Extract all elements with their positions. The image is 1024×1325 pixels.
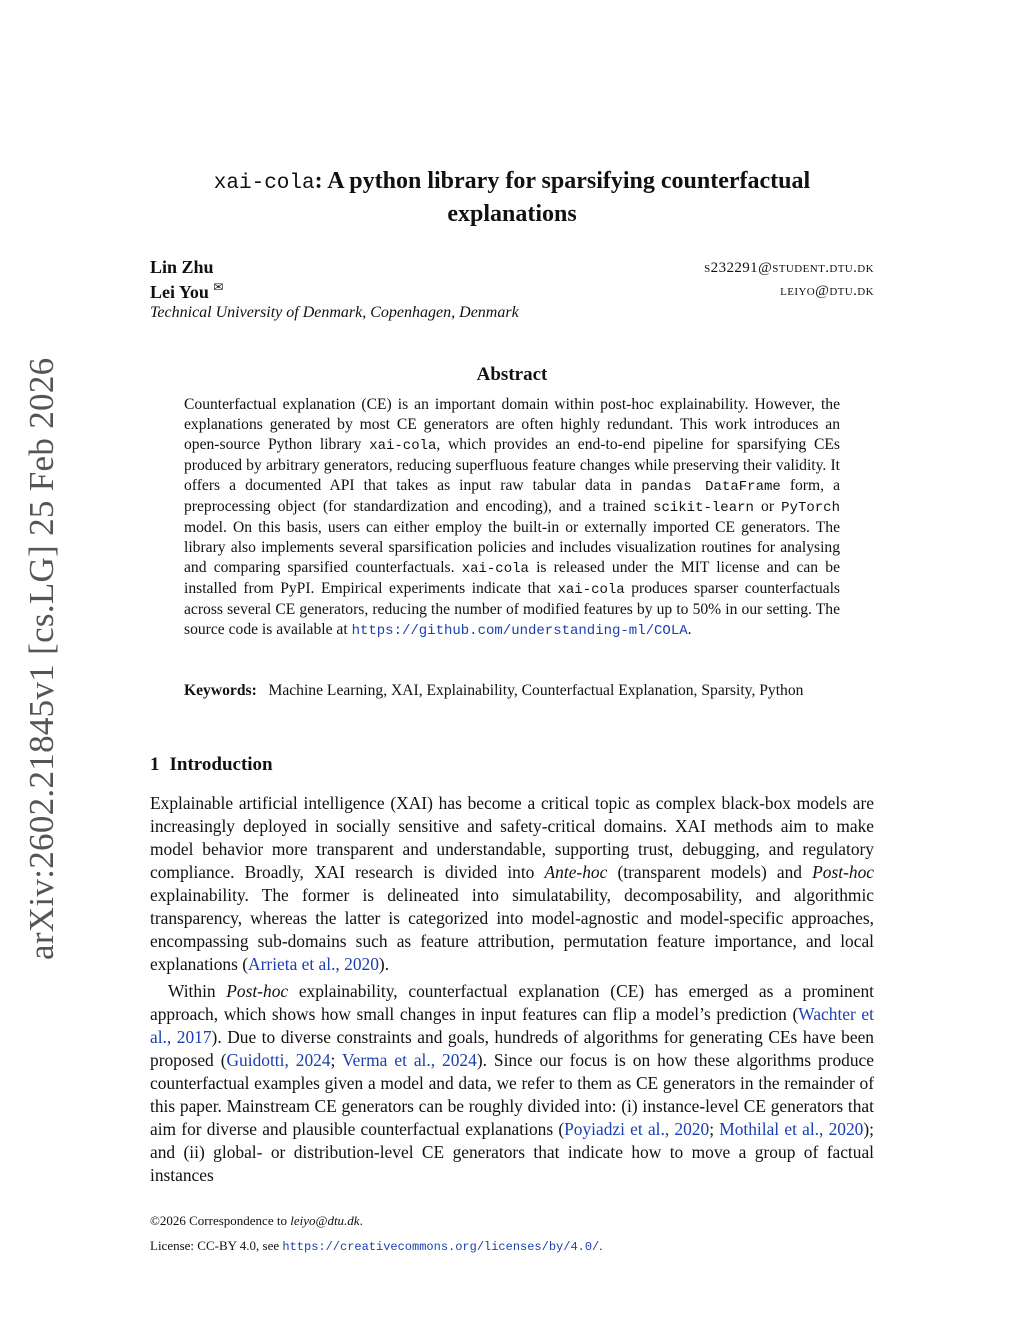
section-number: 1 xyxy=(150,754,160,775)
code-text: PyTorch xyxy=(781,500,840,516)
code-text: xai-cola xyxy=(461,561,529,577)
code-text: xai-cola xyxy=(557,582,625,598)
keywords xyxy=(184,681,840,701)
intro-paragraph-2: Within Post-hoc explainability, counterfactual explanation (CE) has emerged as a prominent approach, which shows how small changes in input features can flip a model’s prediction (Wachter et al., 2017). Due to diverse constraints and goals, hundreds of algorithms for generating CEs have been proposed (Guidotti, 2024; Verma et al., 2024). Since our focus is on how these algorithms produce counterfactual examples given a model and data, we refer to them as CE generators in the remainder of this paper. Mainstream CE generators can be roughly divided into: (i) instance-level CE generators that aim for diverse and plausible counterfactual explanations (Poyiadzi et al., 2020; Mothilal et al., 2020); and (ii) global- or distribution-level CE generators that indicate how to move a group of factual instances xyxy=(150,981,875,1185)
title-text: : A python library for sparsifying counterfactual xyxy=(314,168,811,194)
author-name: Lin Zhu xyxy=(150,257,214,277)
keywords-list: Machine Learning, XAI, Explainability, Counterfactual Explanation, Sparsity, Python xyxy=(268,682,804,699)
correspondence-email[interactable]: leiyo@dtu.dk xyxy=(290,1213,360,1228)
citation-link[interactable]: Wachter et al., 2017 xyxy=(150,1004,874,1047)
citation-link[interactable]: Mothilal et al., 2020 xyxy=(719,1119,864,1139)
citation-link[interactable]: Verma et al., 2024 xyxy=(342,1050,477,1070)
title-text-line2: explanations xyxy=(447,201,577,227)
keywords-label: Keywords: xyxy=(184,682,257,699)
citation-link[interactable]: Guidotti, 2024 xyxy=(226,1050,331,1070)
title-library-name: xai-cola xyxy=(213,172,315,195)
paper-title xyxy=(150,166,874,229)
intro-paragraph-1: Explainable artificial intelligence (XAI) has become a critical topic as complex black-box models are increasingly deployed in socially sensitive and safety-critical domains. XAI methods aim to make model behavior more transparent and understandable, supporting trust, debugging, and regulatory compliance. Broadly, XAI research is divided into Ante-hoc (transparent models) and Post-hoc explainability. The former is delineated into simulatability, decomposability, and algorithmic transparency, whereas the latter is categorized into model-agnostic and model-specific approaches, encompassing sub-domains such as feature attribution, permutation feature importance, and local explanations (Arrieta et al., 2020). xyxy=(150,793,874,974)
author-email[interactable]: s232291@student.dtu.dk xyxy=(704,260,874,276)
section-title: Introduction xyxy=(169,754,273,775)
code-text: xai-cola xyxy=(369,438,437,454)
code-text: scikit-learn xyxy=(653,500,754,516)
author-name-corresponding xyxy=(150,280,223,303)
section-heading xyxy=(150,754,273,776)
license-note: License: CC-BY 4.0, see https://creativecommons.org/licenses/by/4.0/. xyxy=(150,1238,603,1254)
arxiv-identifier: arXiv:2602.21845v1 [cs.LG] 25 Feb 2026 xyxy=(22,357,61,960)
affiliation: Technical University of Denmark, Copenhagen, Denmark xyxy=(150,304,519,321)
citation-link[interactable]: Arrieta et al., 2020 xyxy=(248,954,379,974)
code-text: pandas DataFrame xyxy=(641,479,781,495)
source-code-link[interactable]: https://github.com/understanding-ml/COLA xyxy=(351,623,688,639)
abstract-heading: Abstract xyxy=(476,364,548,385)
license-link[interactable]: https://creativecommons.org/licenses/by/4.0/ xyxy=(282,1240,600,1254)
author-name-text: Lei You xyxy=(150,282,209,302)
correspondence-footnote: ©2026 Correspondence to leiyo@dtu.dk. xyxy=(150,1213,363,1228)
envelope-icon: ✉ xyxy=(213,280,224,294)
abstract-text: Counterfactual explanation (CE) is an important domain within post-hoc explainability. However, the explanations generated by most CE generators are often highly redundant. This work introduces an open-source Python library xai-cola, which provides an end-to-end pipeline for sparsifying CEs produced by arbitrary generators, reducing superfluous feature changes while preserving their validity. It offers a documented API that takes as input raw tabular data in pandas DataFrame form, a preprocessing object (for standardization and encoding), and a trained scikit-learn or PyTorch model. On this basis, users can either employ the built-in or externally imported CE generators. The library also implements several sparsification policies and includes visualization routines for analysing and comparing sparsified counterfactuals. xai-cola is released under the MIT license and can be installed from PyPI. Empirical experiments indicate that xai-cola produces sparser counterfactuals across several CE generators, reducing the number of modified features by up to 50% in our setting. The source code is available at https://github.com/understanding-ml/COLA. xyxy=(184,396,841,639)
author-email[interactable]: leiyo@dtu.dk xyxy=(780,283,874,299)
citation-link[interactable]: Poyiadzi et al., 2020 xyxy=(564,1119,710,1139)
